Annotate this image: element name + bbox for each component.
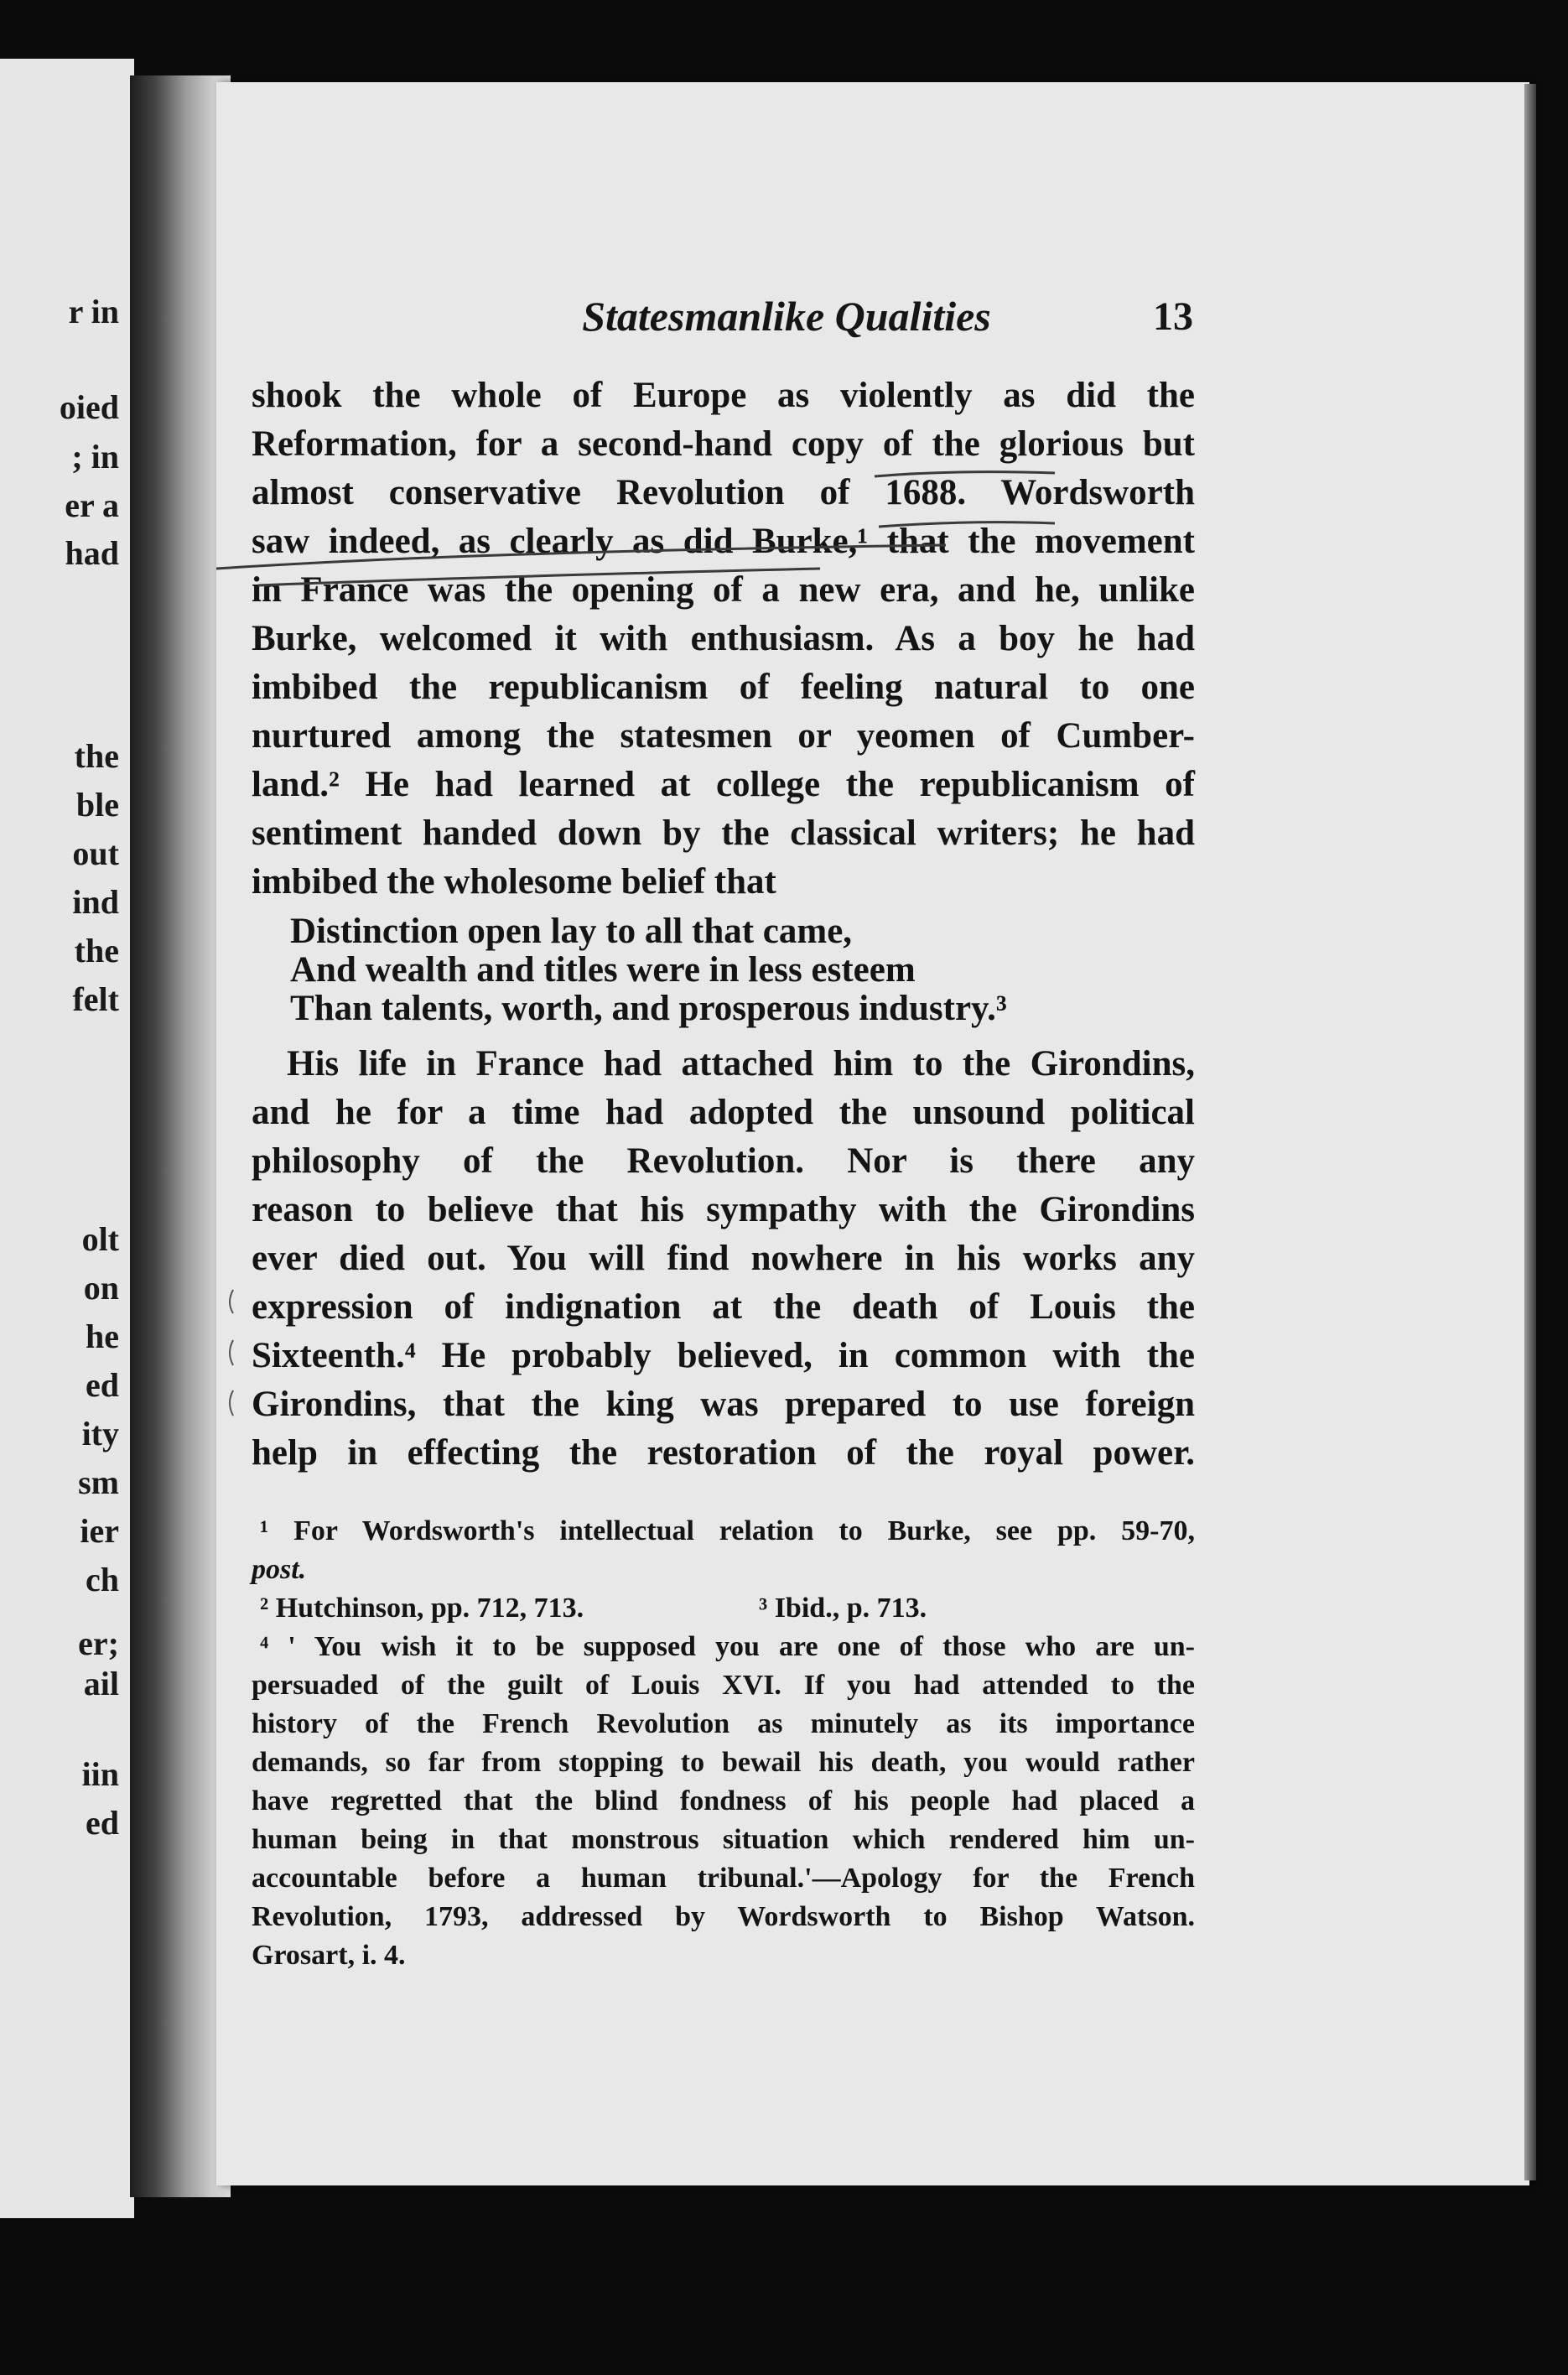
left-page-edge (0, 59, 134, 2218)
footnote-pair (252, 1589, 1195, 1628)
footnote-line: history of the French Revolution as minutely as its importance (252, 1708, 1195, 1739)
left-fragment: ed (86, 1366, 119, 1404)
text-line: and he for a time had adopted the unsound political (252, 1093, 1195, 1132)
left-fragment: er a (65, 486, 119, 524)
footnote-line: Revolution, 1793, addressed by Wordsworth to Bishop Watson. (252, 1901, 1195, 1932)
footnotes (252, 1512, 1195, 1975)
left-fragment: r in (68, 293, 119, 330)
footnote-line: have regretted that the blind fondness of his people had placed a (252, 1785, 1195, 1816)
text-line: in France was the opening of a new era, and he, unlike (252, 570, 1195, 610)
page-edge (1524, 84, 1536, 2180)
left-fragment: ed (86, 1804, 119, 1842)
footnote-line: ⁴ ' You wish it to be supposed you are one of those who are un- (260, 1631, 1195, 1662)
footnote-line: persuaded of the guilt of Louis XVI. If you had attended to the (252, 1670, 1195, 1701)
left-fragment: ; in (71, 438, 119, 476)
text-line: sentiment handed down by the classical writers; he had (252, 813, 1195, 853)
left-fragment: ble (75, 786, 119, 824)
left-fragment: the (74, 932, 119, 969)
footnote-line: ¹ For Wordsworth's intellectual relation to Burke, see pp. 59-70, (260, 1515, 1195, 1546)
text-line: help in effecting the restoration of the royal power. (252, 1433, 1195, 1473)
left-fragment: on (83, 1269, 119, 1307)
text-line: imbibed the republicanism of feeling natural to one (252, 668, 1195, 707)
text-line: land.² He had learned at college the republicanism of (252, 765, 1195, 804)
verse-line: Distinction open lay to all that came, (290, 912, 853, 951)
footnote-3: ³ Ibid., p. 713. (759, 1593, 927, 1624)
text-line: reason to believe that his sympathy with the Girondins (252, 1190, 1195, 1229)
left-fragment: ch (86, 1561, 119, 1598)
left-fragment: ail (83, 1665, 119, 1702)
verse-quotation (290, 912, 1045, 1028)
text-line: Reformation, for a second-hand copy of the glorious but (252, 424, 1195, 464)
footnote-line: Grosart, i. 4. (252, 1940, 406, 1971)
left-fragment: ier (80, 1512, 119, 1550)
body-paragraph-2 (252, 1040, 1195, 1478)
left-fragment: out (72, 834, 119, 872)
text-line: Girondins, that the king was prepared to use foreign (252, 1385, 1195, 1424)
left-fragment: iin (81, 1755, 119, 1793)
text-line: nurtured among the statesmen or yeomen of Cumber- (252, 716, 1195, 756)
text-line: almost conservative Revolution of 1688. Wordsworth (252, 473, 1195, 512)
left-fragment: ind (72, 883, 119, 921)
verse-line: And wealth and titles were in less esteem (290, 950, 916, 990)
left-fragment: ity (81, 1415, 119, 1453)
page-header (216, 292, 1529, 351)
left-fragment: oied (59, 388, 119, 426)
book-gutter (130, 75, 231, 2197)
body-paragraph-1 (252, 372, 1195, 907)
text-line: saw indeed, as clearly as did Burke,¹ that the movement (252, 522, 1195, 561)
text-line: ever died out. You will find nowhere in his works any (252, 1239, 1195, 1278)
left-fragment: had (65, 534, 119, 572)
text-line: philosophy of the Revolution. Nor is there any (252, 1141, 1195, 1181)
page (216, 82, 1529, 2185)
text-line: Sixteenth.⁴ He probably believed, in common with the (252, 1336, 1195, 1375)
left-fragment: er; (78, 1624, 119, 1662)
text-line: His life in France had attached him to the Girondins, (287, 1044, 1195, 1084)
footnote-line: post. (252, 1554, 307, 1585)
page-number: 13 (1153, 294, 1193, 339)
running-title: Statesmanlike Qualities (582, 293, 991, 340)
verse-line: Than talents, worth, and prosperous industry.³ (290, 989, 1007, 1028)
footnote-line: human being in that monstrous situation which rendered him un- (252, 1824, 1195, 1855)
text-line: imbibed the wholesome belief that (252, 862, 776, 902)
footnote-line: accountable before a human tribunal.'—Apology for the French (252, 1863, 1195, 1894)
text-line: Burke, welcomed it with enthusiasm. As a boy he had (252, 619, 1195, 658)
left-fragment: he (86, 1317, 119, 1355)
text-line: shook the whole of Europe as violently as did the (252, 376, 1195, 415)
footnote-2: ² Hutchinson, pp. 712, 713. (260, 1593, 584, 1624)
left-fragment: olt (81, 1220, 119, 1258)
left-fragment: the (74, 737, 119, 775)
left-fragment: felt (72, 980, 119, 1018)
left-fragment: sm (78, 1463, 119, 1501)
footnote-line: demands, so far from stopping to bewail his death, you would rather (252, 1747, 1195, 1778)
text-line: expression of indignation at the death of Louis the (252, 1287, 1195, 1327)
